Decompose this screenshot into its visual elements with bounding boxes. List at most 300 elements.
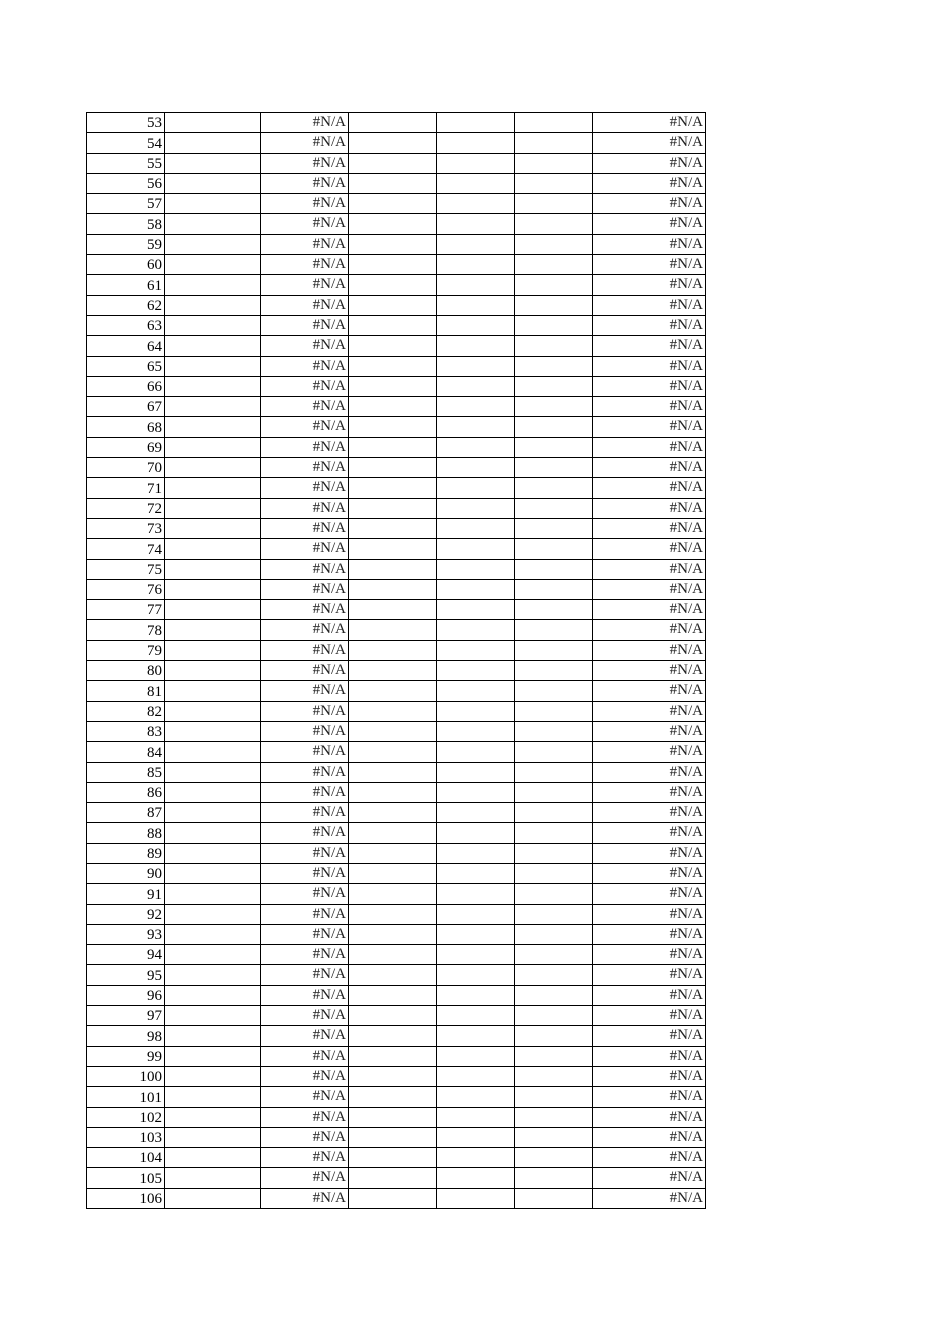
blank-cell[interactable] <box>437 275 515 295</box>
error-cell[interactable]: #N/A <box>261 133 349 153</box>
blank-cell[interactable] <box>165 620 261 640</box>
error-cell[interactable]: #N/A <box>593 518 706 538</box>
blank-cell[interactable] <box>165 113 261 133</box>
blank-cell[interactable] <box>515 255 593 275</box>
blank-cell[interactable] <box>515 701 593 721</box>
error-cell[interactable]: #N/A <box>593 539 706 559</box>
blank-cell[interactable] <box>349 498 437 518</box>
error-cell[interactable]: #N/A <box>593 376 706 396</box>
blank-cell[interactable] <box>515 884 593 904</box>
row-number-cell[interactable]: 66 <box>87 376 165 396</box>
blank-cell[interactable] <box>437 721 515 741</box>
error-cell[interactable]: #N/A <box>593 762 706 782</box>
blank-cell[interactable] <box>165 194 261 214</box>
error-cell[interactable]: #N/A <box>593 437 706 457</box>
blank-cell[interactable] <box>165 985 261 1005</box>
blank-cell[interactable] <box>515 762 593 782</box>
blank-cell[interactable] <box>349 1046 437 1066</box>
blank-cell[interactable] <box>349 1127 437 1147</box>
blank-cell[interactable] <box>165 681 261 701</box>
blank-cell[interactable] <box>437 884 515 904</box>
blank-cell[interactable] <box>165 356 261 376</box>
row-number-cell[interactable]: 79 <box>87 640 165 660</box>
blank-cell[interactable] <box>437 478 515 498</box>
error-cell[interactable]: #N/A <box>261 1148 349 1168</box>
blank-cell[interactable] <box>349 1026 437 1046</box>
row-number-cell[interactable]: 85 <box>87 762 165 782</box>
error-cell[interactable]: #N/A <box>261 295 349 315</box>
blank-cell[interactable] <box>437 823 515 843</box>
blank-cell[interactable] <box>349 255 437 275</box>
blank-cell[interactable] <box>349 701 437 721</box>
blank-cell[interactable] <box>437 945 515 965</box>
blank-cell[interactable] <box>349 194 437 214</box>
error-cell[interactable]: #N/A <box>261 985 349 1005</box>
blank-cell[interactable] <box>349 1148 437 1168</box>
blank-cell[interactable] <box>165 1026 261 1046</box>
error-cell[interactable]: #N/A <box>261 600 349 620</box>
error-cell[interactable]: #N/A <box>261 194 349 214</box>
error-cell[interactable]: #N/A <box>261 214 349 234</box>
blank-cell[interactable] <box>515 397 593 417</box>
blank-cell[interactable] <box>515 376 593 396</box>
blank-cell[interactable] <box>349 1107 437 1127</box>
error-cell[interactable]: #N/A <box>261 234 349 254</box>
error-cell[interactable]: #N/A <box>261 275 349 295</box>
row-number-cell[interactable]: 73 <box>87 518 165 538</box>
row-number-cell[interactable]: 74 <box>87 539 165 559</box>
row-number-cell[interactable]: 105 <box>87 1168 165 1188</box>
blank-cell[interactable] <box>349 315 437 335</box>
blank-cell[interactable] <box>165 1148 261 1168</box>
blank-cell[interactable] <box>515 803 593 823</box>
blank-cell[interactable] <box>515 640 593 660</box>
blank-cell[interactable] <box>515 336 593 356</box>
blank-cell[interactable] <box>349 965 437 985</box>
error-cell[interactable]: #N/A <box>593 1148 706 1168</box>
blank-cell[interactable] <box>515 194 593 214</box>
blank-cell[interactable] <box>437 1087 515 1107</box>
error-cell[interactable]: #N/A <box>261 559 349 579</box>
blank-cell[interactable] <box>165 1006 261 1026</box>
row-number-cell[interactable]: 93 <box>87 924 165 944</box>
blank-cell[interactable] <box>515 924 593 944</box>
blank-cell[interactable] <box>515 518 593 538</box>
error-cell[interactable]: #N/A <box>593 295 706 315</box>
blank-cell[interactable] <box>349 924 437 944</box>
blank-cell[interactable] <box>165 843 261 863</box>
blank-cell[interactable] <box>165 640 261 660</box>
row-number-cell[interactable]: 92 <box>87 904 165 924</box>
blank-cell[interactable] <box>349 559 437 579</box>
blank-cell[interactable] <box>349 823 437 843</box>
row-number-cell[interactable]: 63 <box>87 315 165 335</box>
blank-cell[interactable] <box>437 985 515 1005</box>
blank-cell[interactable] <box>165 579 261 599</box>
blank-cell[interactable] <box>515 985 593 1005</box>
blank-cell[interactable] <box>349 1188 437 1208</box>
error-cell[interactable]: #N/A <box>593 661 706 681</box>
blank-cell[interactable] <box>515 620 593 640</box>
blank-cell[interactable] <box>349 295 437 315</box>
error-cell[interactable]: #N/A <box>593 681 706 701</box>
error-cell[interactable]: #N/A <box>593 1168 706 1188</box>
blank-cell[interactable] <box>437 1066 515 1086</box>
blank-cell[interactable] <box>437 782 515 802</box>
error-cell[interactable]: #N/A <box>593 924 706 944</box>
blank-cell[interactable] <box>515 478 593 498</box>
blank-cell[interactable] <box>165 1066 261 1086</box>
blank-cell[interactable] <box>437 295 515 315</box>
error-cell[interactable]: #N/A <box>261 884 349 904</box>
blank-cell[interactable] <box>515 863 593 883</box>
blank-cell[interactable] <box>165 153 261 173</box>
blank-cell[interactable] <box>437 600 515 620</box>
blank-cell[interactable] <box>437 640 515 660</box>
row-number-cell[interactable]: 62 <box>87 295 165 315</box>
blank-cell[interactable] <box>437 518 515 538</box>
blank-cell[interactable] <box>437 458 515 478</box>
blank-cell[interactable] <box>165 945 261 965</box>
blank-cell[interactable] <box>515 417 593 437</box>
blank-cell[interactable] <box>437 1107 515 1127</box>
blank-cell[interactable] <box>437 397 515 417</box>
error-cell[interactable]: #N/A <box>261 924 349 944</box>
row-number-cell[interactable]: 56 <box>87 173 165 193</box>
row-number-cell[interactable]: 54 <box>87 133 165 153</box>
blank-cell[interactable] <box>165 133 261 153</box>
blank-cell[interactable] <box>349 417 437 437</box>
blank-cell[interactable] <box>349 153 437 173</box>
error-cell[interactable]: #N/A <box>593 1026 706 1046</box>
blank-cell[interactable] <box>437 1168 515 1188</box>
error-cell[interactable]: #N/A <box>593 1127 706 1147</box>
blank-cell[interactable] <box>437 315 515 335</box>
blank-cell[interactable] <box>349 458 437 478</box>
row-number-cell[interactable]: 53 <box>87 113 165 133</box>
row-number-cell[interactable]: 60 <box>87 255 165 275</box>
row-number-cell[interactable]: 71 <box>87 478 165 498</box>
blank-cell[interactable] <box>437 1046 515 1066</box>
row-number-cell[interactable]: 72 <box>87 498 165 518</box>
blank-cell[interactable] <box>349 782 437 802</box>
error-cell[interactable]: #N/A <box>593 498 706 518</box>
blank-cell[interactable] <box>165 965 261 985</box>
blank-cell[interactable] <box>515 1148 593 1168</box>
blank-cell[interactable] <box>165 275 261 295</box>
blank-cell[interactable] <box>165 498 261 518</box>
row-number-cell[interactable]: 68 <box>87 417 165 437</box>
blank-cell[interactable] <box>165 884 261 904</box>
blank-cell[interactable] <box>165 1168 261 1188</box>
blank-cell[interactable] <box>165 803 261 823</box>
blank-cell[interactable] <box>165 1127 261 1147</box>
row-number-cell[interactable]: 61 <box>87 275 165 295</box>
row-number-cell[interactable]: 104 <box>87 1148 165 1168</box>
blank-cell[interactable] <box>515 1127 593 1147</box>
row-number-cell[interactable]: 91 <box>87 884 165 904</box>
blank-cell[interactable] <box>515 843 593 863</box>
row-number-cell[interactable]: 100 <box>87 1066 165 1086</box>
row-number-cell[interactable]: 106 <box>87 1188 165 1208</box>
blank-cell[interactable] <box>437 1148 515 1168</box>
blank-cell[interactable] <box>515 1046 593 1066</box>
error-cell[interactable]: #N/A <box>593 620 706 640</box>
error-cell[interactable]: #N/A <box>261 518 349 538</box>
error-cell[interactable]: #N/A <box>261 255 349 275</box>
blank-cell[interactable] <box>165 600 261 620</box>
error-cell[interactable]: #N/A <box>593 113 706 133</box>
blank-cell[interactable] <box>349 234 437 254</box>
error-cell[interactable]: #N/A <box>593 315 706 335</box>
blank-cell[interactable] <box>437 661 515 681</box>
error-cell[interactable]: #N/A <box>261 1107 349 1127</box>
blank-cell[interactable] <box>515 539 593 559</box>
row-number-cell[interactable]: 86 <box>87 782 165 802</box>
error-cell[interactable]: #N/A <box>261 1006 349 1026</box>
blank-cell[interactable] <box>437 234 515 254</box>
error-cell[interactable]: #N/A <box>261 1127 349 1147</box>
blank-cell[interactable] <box>437 356 515 376</box>
blank-cell[interactable] <box>437 437 515 457</box>
blank-cell[interactable] <box>165 295 261 315</box>
error-cell[interactable]: #N/A <box>593 255 706 275</box>
row-number-cell[interactable]: 78 <box>87 620 165 640</box>
error-cell[interactable]: #N/A <box>593 823 706 843</box>
blank-cell[interactable] <box>349 1066 437 1086</box>
row-number-cell[interactable]: 87 <box>87 803 165 823</box>
blank-cell[interactable] <box>349 721 437 741</box>
error-cell[interactable]: #N/A <box>261 458 349 478</box>
blank-cell[interactable] <box>515 600 593 620</box>
error-cell[interactable]: #N/A <box>261 1026 349 1046</box>
blank-cell[interactable] <box>437 843 515 863</box>
error-cell[interactable]: #N/A <box>593 721 706 741</box>
blank-cell[interactable] <box>437 173 515 193</box>
row-number-cell[interactable]: 82 <box>87 701 165 721</box>
error-cell[interactable]: #N/A <box>261 782 349 802</box>
row-number-cell[interactable]: 81 <box>87 681 165 701</box>
blank-cell[interactable] <box>349 579 437 599</box>
blank-cell[interactable] <box>165 478 261 498</box>
blank-cell[interactable] <box>349 133 437 153</box>
blank-cell[interactable] <box>165 721 261 741</box>
row-number-cell[interactable]: 57 <box>87 194 165 214</box>
error-cell[interactable]: #N/A <box>261 904 349 924</box>
blank-cell[interactable] <box>349 1006 437 1026</box>
blank-cell[interactable] <box>515 904 593 924</box>
blank-cell[interactable] <box>515 559 593 579</box>
error-cell[interactable]: #N/A <box>261 863 349 883</box>
error-cell[interactable]: #N/A <box>593 275 706 295</box>
blank-cell[interactable] <box>515 315 593 335</box>
blank-cell[interactable] <box>515 153 593 173</box>
blank-cell[interactable] <box>349 376 437 396</box>
error-cell[interactable]: #N/A <box>593 742 706 762</box>
blank-cell[interactable] <box>515 133 593 153</box>
row-number-cell[interactable]: 59 <box>87 234 165 254</box>
error-cell[interactable]: #N/A <box>593 884 706 904</box>
blank-cell[interactable] <box>165 782 261 802</box>
blank-cell[interactable] <box>349 863 437 883</box>
error-cell[interactable]: #N/A <box>261 113 349 133</box>
blank-cell[interactable] <box>437 681 515 701</box>
blank-cell[interactable] <box>165 559 261 579</box>
blank-cell[interactable] <box>515 1107 593 1127</box>
blank-cell[interactable] <box>165 539 261 559</box>
error-cell[interactable]: #N/A <box>261 843 349 863</box>
row-number-cell[interactable]: 65 <box>87 356 165 376</box>
blank-cell[interactable] <box>349 640 437 660</box>
error-cell[interactable]: #N/A <box>261 579 349 599</box>
error-cell[interactable]: #N/A <box>261 762 349 782</box>
blank-cell[interactable] <box>165 1087 261 1107</box>
blank-cell[interactable] <box>349 275 437 295</box>
error-cell[interactable]: #N/A <box>593 1107 706 1127</box>
blank-cell[interactable] <box>437 376 515 396</box>
error-cell[interactable]: #N/A <box>261 437 349 457</box>
error-cell[interactable]: #N/A <box>261 478 349 498</box>
blank-cell[interactable] <box>515 579 593 599</box>
blank-cell[interactable] <box>437 579 515 599</box>
error-cell[interactable]: #N/A <box>593 356 706 376</box>
error-cell[interactable]: #N/A <box>261 376 349 396</box>
error-cell[interactable]: #N/A <box>261 1066 349 1086</box>
blank-cell[interactable] <box>349 518 437 538</box>
blank-cell[interactable] <box>437 701 515 721</box>
error-cell[interactable]: #N/A <box>261 1046 349 1066</box>
blank-cell[interactable] <box>165 518 261 538</box>
row-number-cell[interactable]: 94 <box>87 945 165 965</box>
error-cell[interactable]: #N/A <box>593 965 706 985</box>
blank-cell[interactable] <box>165 661 261 681</box>
error-cell[interactable]: #N/A <box>593 336 706 356</box>
blank-cell[interactable] <box>165 904 261 924</box>
row-number-cell[interactable]: 77 <box>87 600 165 620</box>
blank-cell[interactable] <box>515 1066 593 1086</box>
blank-cell[interactable] <box>437 965 515 985</box>
blank-cell[interactable] <box>515 275 593 295</box>
error-cell[interactable]: #N/A <box>261 823 349 843</box>
blank-cell[interactable] <box>349 762 437 782</box>
blank-cell[interactable] <box>437 113 515 133</box>
blank-cell[interactable] <box>165 376 261 396</box>
blank-cell[interactable] <box>515 458 593 478</box>
blank-cell[interactable] <box>515 681 593 701</box>
error-cell[interactable]: #N/A <box>261 315 349 335</box>
blank-cell[interactable] <box>349 742 437 762</box>
error-cell[interactable]: #N/A <box>593 945 706 965</box>
blank-cell[interactable] <box>349 437 437 457</box>
error-cell[interactable]: #N/A <box>593 1046 706 1066</box>
blank-cell[interactable] <box>437 904 515 924</box>
blank-cell[interactable] <box>515 356 593 376</box>
blank-cell[interactable] <box>515 782 593 802</box>
blank-cell[interactable] <box>515 661 593 681</box>
blank-cell[interactable] <box>437 194 515 214</box>
blank-cell[interactable] <box>349 985 437 1005</box>
blank-cell[interactable] <box>349 214 437 234</box>
blank-cell[interactable] <box>515 1168 593 1188</box>
error-cell[interactable]: #N/A <box>261 620 349 640</box>
blank-cell[interactable] <box>437 1188 515 1208</box>
blank-cell[interactable] <box>437 803 515 823</box>
error-cell[interactable]: #N/A <box>261 640 349 660</box>
blank-cell[interactable] <box>437 1127 515 1147</box>
blank-cell[interactable] <box>165 823 261 843</box>
blank-cell[interactable] <box>437 559 515 579</box>
blank-cell[interactable] <box>165 255 261 275</box>
blank-cell[interactable] <box>349 336 437 356</box>
error-cell[interactable]: #N/A <box>593 1087 706 1107</box>
error-cell[interactable]: #N/A <box>261 803 349 823</box>
row-number-cell[interactable]: 76 <box>87 579 165 599</box>
blank-cell[interactable] <box>165 1107 261 1127</box>
error-cell[interactable]: #N/A <box>261 945 349 965</box>
error-cell[interactable]: #N/A <box>593 153 706 173</box>
blank-cell[interactable] <box>165 762 261 782</box>
error-cell[interactable]: #N/A <box>593 782 706 802</box>
blank-cell[interactable] <box>165 173 261 193</box>
blank-cell[interactable] <box>165 336 261 356</box>
error-cell[interactable]: #N/A <box>261 965 349 985</box>
blank-cell[interactable] <box>437 255 515 275</box>
error-cell[interactable]: #N/A <box>593 1066 706 1086</box>
error-cell[interactable]: #N/A <box>593 397 706 417</box>
blank-cell[interactable] <box>165 315 261 335</box>
row-number-cell[interactable]: 90 <box>87 863 165 883</box>
error-cell[interactable]: #N/A <box>593 214 706 234</box>
blank-cell[interactable] <box>349 884 437 904</box>
error-cell[interactable]: #N/A <box>593 234 706 254</box>
error-cell[interactable]: #N/A <box>593 1188 706 1208</box>
blank-cell[interactable] <box>515 295 593 315</box>
blank-cell[interactable] <box>515 1026 593 1046</box>
error-cell[interactable]: #N/A <box>593 478 706 498</box>
row-number-cell[interactable]: 69 <box>87 437 165 457</box>
blank-cell[interactable] <box>515 965 593 985</box>
error-cell[interactable]: #N/A <box>261 397 349 417</box>
error-cell[interactable]: #N/A <box>593 985 706 1005</box>
blank-cell[interactable] <box>349 904 437 924</box>
row-number-cell[interactable]: 58 <box>87 214 165 234</box>
blank-cell[interactable] <box>437 498 515 518</box>
row-number-cell[interactable]: 95 <box>87 965 165 985</box>
row-number-cell[interactable]: 89 <box>87 843 165 863</box>
blank-cell[interactable] <box>165 1046 261 1066</box>
blank-cell[interactable] <box>349 803 437 823</box>
error-cell[interactable]: #N/A <box>593 904 706 924</box>
blank-cell[interactable] <box>349 173 437 193</box>
row-number-cell[interactable]: 70 <box>87 458 165 478</box>
blank-cell[interactable] <box>515 1006 593 1026</box>
error-cell[interactable]: #N/A <box>593 863 706 883</box>
error-cell[interactable]: #N/A <box>261 1168 349 1188</box>
blank-cell[interactable] <box>349 945 437 965</box>
blank-cell[interactable] <box>437 214 515 234</box>
blank-cell[interactable] <box>165 214 261 234</box>
blank-cell[interactable] <box>349 620 437 640</box>
blank-cell[interactable] <box>165 701 261 721</box>
error-cell[interactable]: #N/A <box>593 579 706 599</box>
blank-cell[interactable] <box>437 1006 515 1026</box>
blank-cell[interactable] <box>349 539 437 559</box>
row-number-cell[interactable]: 64 <box>87 336 165 356</box>
error-cell[interactable]: #N/A <box>261 1188 349 1208</box>
row-number-cell[interactable]: 84 <box>87 742 165 762</box>
error-cell[interactable]: #N/A <box>593 133 706 153</box>
error-cell[interactable]: #N/A <box>593 173 706 193</box>
